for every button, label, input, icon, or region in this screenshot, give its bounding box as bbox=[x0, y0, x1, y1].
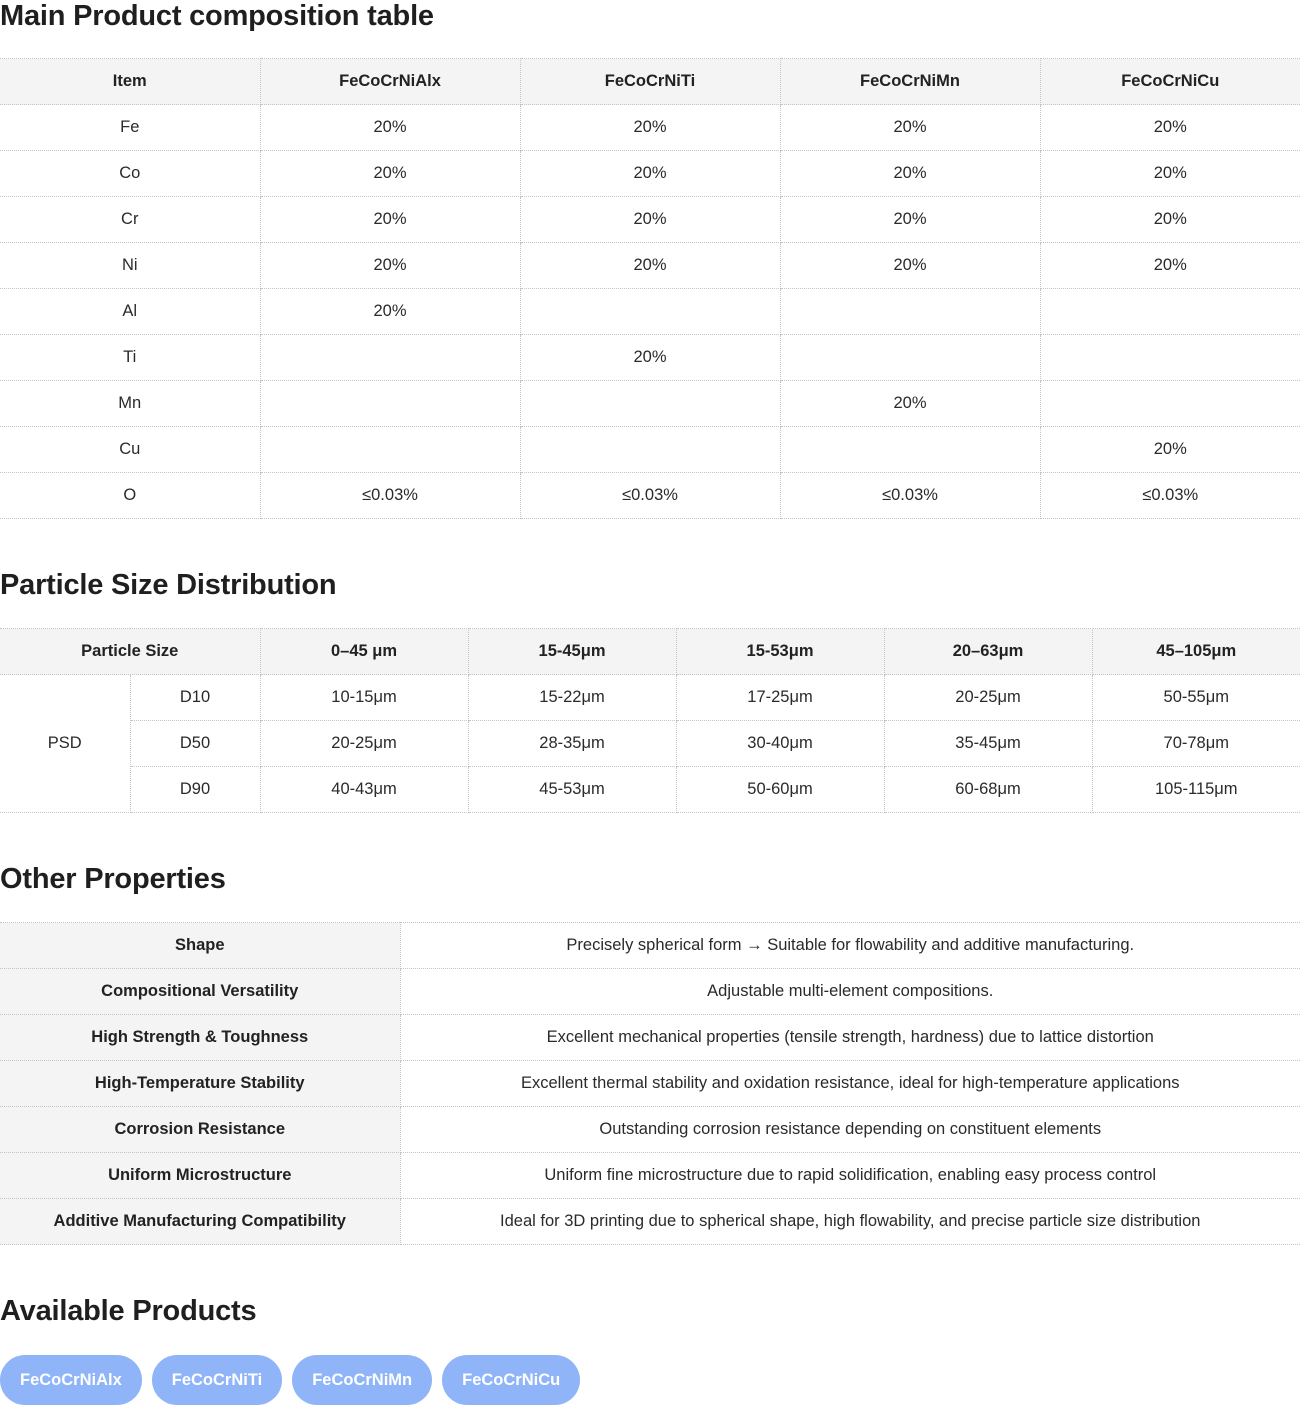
available-products-section bbox=[0, 1294, 580, 1405]
property-name: Shape bbox=[0, 923, 400, 969]
table-cell: 20% bbox=[260, 197, 520, 243]
table-cell: ≤0.03% bbox=[1040, 473, 1300, 519]
table-cell: 70-78μm bbox=[1092, 721, 1300, 767]
table-cell: 20-25μm bbox=[260, 721, 468, 767]
table-cell: 20% bbox=[780, 197, 1040, 243]
composition-header-cell: FeCoCrNiMn bbox=[780, 59, 1040, 105]
psd-range-header: 15-45μm bbox=[468, 629, 676, 675]
property-value: Uniform fine microstructure due to rapid solidification, enabling easy process control bbox=[400, 1153, 1300, 1199]
table-cell bbox=[260, 335, 520, 381]
composition-header-cell: Item bbox=[0, 59, 260, 105]
table-cell: 20% bbox=[520, 243, 780, 289]
table-cell: 15-22μm bbox=[468, 675, 676, 721]
available-products-title: Available Products bbox=[0, 1295, 257, 1327]
table-cell: 20% bbox=[260, 151, 520, 197]
psd-range-header: 20–63μm bbox=[884, 629, 1092, 675]
product-list bbox=[0, 1355, 580, 1405]
element-cell: Mn bbox=[0, 381, 260, 427]
product-button-fecocrnicu[interactable]: FeCoCrNiCu bbox=[442, 1355, 580, 1405]
table-cell: 10-15μm bbox=[260, 675, 468, 721]
table-cell: 20% bbox=[780, 105, 1040, 151]
element-cell: Ni bbox=[0, 243, 260, 289]
table-cell: 20% bbox=[520, 335, 780, 381]
psd-table bbox=[0, 628, 1300, 813]
psd-row-label: D50 bbox=[130, 721, 260, 767]
psd-row-label: D90 bbox=[130, 767, 260, 813]
table-cell: 20% bbox=[780, 243, 1040, 289]
property-name: High Strength & Toughness bbox=[0, 1015, 400, 1061]
composition-header-cell: FeCoCrNiCu bbox=[1040, 59, 1300, 105]
property-value: Precisely spherical form → Suitable for flowability and additive manufacturing. bbox=[400, 923, 1300, 969]
psd-range-header: 0–45 μm bbox=[260, 629, 468, 675]
table-cell: 50-55μm bbox=[1092, 675, 1300, 721]
table-cell: 20% bbox=[1040, 243, 1300, 289]
table-row bbox=[0, 1015, 1300, 1061]
table-cell bbox=[1040, 335, 1300, 381]
element-cell: Co bbox=[0, 151, 260, 197]
table-row bbox=[0, 427, 1300, 473]
composition-header-cell: FeCoCrNiTi bbox=[520, 59, 780, 105]
table-cell bbox=[520, 381, 780, 427]
table-cell: 17-25μm bbox=[676, 675, 884, 721]
psd-header-label: Particle Size bbox=[0, 629, 260, 675]
table-cell: 20% bbox=[1040, 105, 1300, 151]
table-cell: 20% bbox=[780, 381, 1040, 427]
table-cell: ≤0.03% bbox=[780, 473, 1040, 519]
table-cell: 60-68μm bbox=[884, 767, 1092, 813]
table-cell: 20% bbox=[520, 105, 780, 151]
table-cell: 45-53μm bbox=[468, 767, 676, 813]
product-button-fecocrnialx[interactable]: FeCoCrNiAlx bbox=[0, 1355, 142, 1405]
table-cell: 20% bbox=[1040, 197, 1300, 243]
table-cell bbox=[260, 381, 520, 427]
table-row bbox=[0, 473, 1300, 519]
property-name: Compositional Versatility bbox=[0, 969, 400, 1015]
property-name: Additive Manufacturing Compatibility bbox=[0, 1199, 400, 1245]
table-cell: 40-43μm bbox=[260, 767, 468, 813]
table-cell bbox=[1040, 289, 1300, 335]
table-cell bbox=[260, 427, 520, 473]
element-cell: Cr bbox=[0, 197, 260, 243]
property-value: Excellent thermal stability and oxidation resistance, ideal for high-temperature applications bbox=[400, 1061, 1300, 1107]
property-value: Outstanding corrosion resistance depending on constituent elements bbox=[400, 1107, 1300, 1153]
property-value: Excellent mechanical properties (tensile strength, hardness) due to lattice distortion bbox=[400, 1015, 1300, 1061]
table-cell: 20% bbox=[780, 151, 1040, 197]
table-cell: 105-115μm bbox=[1092, 767, 1300, 813]
table-row bbox=[0, 105, 1300, 151]
table-row bbox=[0, 1061, 1300, 1107]
composition-header-cell: FeCoCrNiAlx bbox=[260, 59, 520, 105]
table-cell bbox=[780, 335, 1040, 381]
table-row bbox=[0, 1199, 1300, 1245]
element-cell: Ti bbox=[0, 335, 260, 381]
table-row bbox=[0, 767, 1300, 813]
table-row bbox=[0, 1107, 1300, 1153]
composition-title: Main Product composition table bbox=[0, 0, 434, 32]
property-name: High-Temperature Stability bbox=[0, 1061, 400, 1107]
table-row bbox=[0, 243, 1300, 289]
table-cell: 50-60μm bbox=[676, 767, 884, 813]
psd-group-label: PSD bbox=[0, 675, 130, 813]
table-cell bbox=[1040, 381, 1300, 427]
psd-section bbox=[0, 568, 1300, 813]
table-cell: 20% bbox=[260, 289, 520, 335]
table-cell: ≤0.03% bbox=[520, 473, 780, 519]
property-name: Uniform Microstructure bbox=[0, 1153, 400, 1199]
element-cell: O bbox=[0, 473, 260, 519]
table-cell: 20% bbox=[520, 151, 780, 197]
table-cell: 20% bbox=[260, 105, 520, 151]
table-row bbox=[0, 197, 1300, 243]
table-cell: 20% bbox=[520, 197, 780, 243]
table-cell: 30-40μm bbox=[676, 721, 884, 767]
product-button-fecocrnimn[interactable]: FeCoCrNiMn bbox=[292, 1355, 432, 1405]
table-cell bbox=[520, 427, 780, 473]
table-cell: ≤0.03% bbox=[260, 473, 520, 519]
composition-section bbox=[0, 0, 1300, 519]
table-row bbox=[0, 151, 1300, 197]
table-row bbox=[0, 381, 1300, 427]
psd-title: Particle Size Distribution bbox=[0, 569, 337, 601]
table-cell bbox=[520, 289, 780, 335]
psd-header-row bbox=[0, 629, 1300, 675]
table-cell: 20% bbox=[1040, 151, 1300, 197]
psd-range-header: 15-53μm bbox=[676, 629, 884, 675]
composition-header-row bbox=[0, 59, 1300, 105]
table-row bbox=[0, 721, 1300, 767]
psd-range-header: 45–105μm bbox=[1092, 629, 1300, 675]
table-cell: 20% bbox=[260, 243, 520, 289]
table-row bbox=[0, 923, 1300, 969]
table-row bbox=[0, 1153, 1300, 1199]
table-cell: 20-25μm bbox=[884, 675, 1092, 721]
table-row bbox=[0, 969, 1300, 1015]
table-cell: 20% bbox=[1040, 427, 1300, 473]
property-value: Adjustable multi-element compositions. bbox=[400, 969, 1300, 1015]
element-cell: Cu bbox=[0, 427, 260, 473]
property-value: Ideal for 3D printing due to spherical shape, high flowability, and precise particle size distribution bbox=[400, 1199, 1300, 1245]
table-cell: 28-35μm bbox=[468, 721, 676, 767]
table-cell bbox=[780, 427, 1040, 473]
other-properties-section bbox=[0, 862, 1300, 1245]
table-cell bbox=[780, 289, 1040, 335]
table-row bbox=[0, 675, 1300, 721]
element-cell: Al bbox=[0, 289, 260, 335]
product-button-fecocrniti[interactable]: FeCoCrNiTi bbox=[152, 1355, 282, 1405]
table-row bbox=[0, 289, 1300, 335]
other-properties-table bbox=[0, 922, 1300, 1245]
table-cell: 35-45μm bbox=[884, 721, 1092, 767]
property-name: Corrosion Resistance bbox=[0, 1107, 400, 1153]
element-cell: Fe bbox=[0, 105, 260, 151]
composition-table bbox=[0, 58, 1300, 519]
other-properties-title: Other Properties bbox=[0, 863, 226, 895]
psd-row-label: D10 bbox=[130, 675, 260, 721]
table-row bbox=[0, 335, 1300, 381]
